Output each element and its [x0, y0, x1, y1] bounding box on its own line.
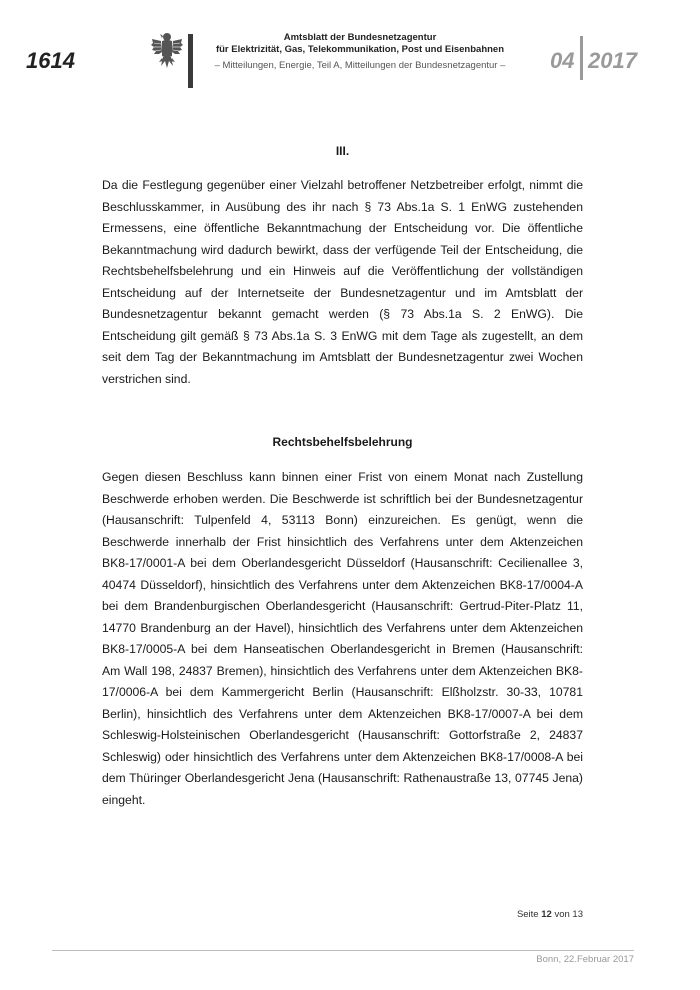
page-total: 13	[572, 909, 583, 920]
gazette-subtitle: – Mitteilungen, Energie, Teil A, Mitteilungen der Bundesnetzagentur –	[214, 60, 506, 71]
header-divider	[188, 34, 193, 88]
rechtsbehelf-paragraph: Gegen diesen Beschluss kann binnen einer Frist von einem Monat nach Zustellung Beschwerde erhoben werden. Die Beschwerde ist schriftlich bei der Bundesnetzagentur (Hausanschrift: Tulpenfeld 4, 53113 Bonn) einzureichen. Es genügt, wenn die Beschwerde innerhalb der Frist hinsichtlich des Verfahrens unter dem Aktenzeichen BK8-17/0001-A bei dem Oberlandesgericht Düsseldorf (Hausanschrift: Cecilienallee 3, 40474 Düsseldorf), hinsichtlich des Verfahrens unter dem Aktenzeichen BK8-17/0004-A bei dem Brandenburgischen Oberlandesgericht (Hausanschrift: Gertrud-Piter-Platz 11, 14770 Brandenburg an der Havel), hinsichtlich des Verfahrens unter dem Aktenzeichen BK8-17/0005-A bei dem Hanseatischen Oberlandesgericht in Bremen (Hausanschrift: Am Wall 198, 24837 Bremen), hinsichtlich des Verfahrens unter dem Aktenzeichen BK8-17/0006-A bei dem Kammergericht Berlin (Hausanschrift: Elßholzstr. 30-33, 10781 Berlin), hinsichtlich des Verfahrens unter dem Aktenzeichen BK8-17/0007-A bei dem Schleswig-Holsteinischen Oberlandesgericht (Hausanschrift: Gottorfstraße 2, 24837 Schleswig) oder hinsichtlich des Verfahrens unter dem Aktenzeichen BK8-17/0008-A bei dem Thüringer Oberlandesgericht Jena (Hausanschrift: Rathenaustraße 13, 07745 Jena) eingeht.	[102, 470, 583, 807]
section-numeral: III.	[335, 144, 350, 158]
gazette-title: Amtsblatt der Bundesnetzagentur	[283, 32, 437, 43]
page-of-label: von	[554, 909, 570, 920]
page-label: Seite	[516, 909, 539, 920]
rechtsbehelf-heading: Rechtsbehelfsbelehrung	[272, 435, 413, 449]
page-current: 12	[541, 909, 552, 920]
page-indicator	[517, 909, 583, 920]
footer-divider	[52, 950, 634, 951]
page-number: 1614	[26, 48, 75, 73]
issue-year: 2017	[588, 48, 637, 73]
issue-number: 04	[550, 48, 575, 73]
issue-divider	[580, 36, 583, 80]
footer-date: Bonn, 22.Februar 2017	[536, 954, 634, 965]
publication-paragraph: Da die Festlegung gegenüber einer Vielzahl betroffener Netzbetreiber erfolgt, nimmt die Beschlusskammer, in Ausübung des ihr nach § 73 Abs.1a S. 1 EnWG zustehenden Ermessens, eine öffentliche Bekanntmachung der Entscheidung vor. Die öffentliche Bekanntmachung wird dadurch bewirkt, dass der verfügende Teil der Entscheidung, die Rechtsbehelfsbelehrung und ein Hinweis auf die Veröffentlichung der vollständigen Entscheidung auf der Internetseite der Bundesnetzagentur und im Amtsblatt der Bundesnetzagentur bekannt gemacht werden (§ 73 Abs.1a S. 2 EnWG). Die Entscheidung gilt gemäß § 73 Abs.1a S. 3 EnWG mit dem Tage als zugestellt, an dem seit dem Tag der Bekanntmachung im Amtsblatt der Bundesnetzagentur zwei Wochen verstrichen sind.	[102, 178, 583, 386]
gazette-scope: für Elektrizität, Gas, Telekommunikation, Post und Eisenbahnen	[215, 44, 505, 55]
federal-eagle-icon	[150, 30, 184, 74]
